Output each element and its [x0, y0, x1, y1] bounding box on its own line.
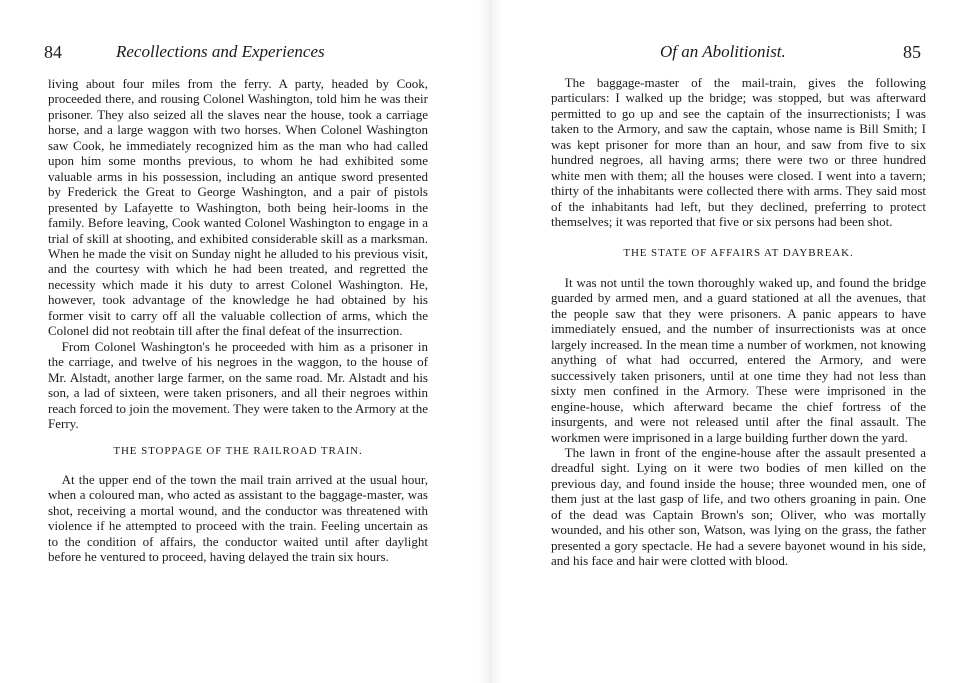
left-paragraph-2: From Colonel Washington's he proceeded with him as a prisoner in the carriage, and twelve of his negroes in the waggon, to the house of Mr. Alstadt, another large farmer, on the same road. Mr. Alstadt and his son, a lad of sixteen, were taken prisoners, and all their negroes within reach forced to join the movement. They were taken to the Armory at the Ferry.: [48, 338, 428, 431]
right-page-header: [556, 40, 921, 64]
right-paragraph-1: The baggage-master of the mail-train, gives the following particulars: I walked up the bridge; was stopped, but was afterward permitted to go up and see the captain of the insurrectionists; I was taken to the Armory, and saw the captain, whose name is Bill Smith; I was kept prisoner for more than an hour, and saw from five to six hundred negroes, all having arms; there were two or three hundred white men with them; all the houses were closed. I went into a tavern; thirty of the inhabitants were collected there with arms. They said most of the inhabitants had left, but they declined, preferring to protect themselves; it was reported that five or six persons had been shot.: [551, 75, 926, 230]
right-page-body: [551, 75, 926, 569]
left-section-heading: THE STOPPAGE OF THE RAILROAD TRAIN.: [113, 445, 363, 458]
left-page-number: 84: [44, 42, 62, 62]
left-page-header: [44, 40, 444, 64]
right-paragraph-2: It was not until the town thoroughly waked up, and found the bridge guarded by armed men, and a guard stationed at all the avenues, that the people saw that they were prisoners. A panic appears to have immediately ensued, and the number of insurrectionists was at once largely increased. In the mean time a number of workmen, not knowing anything of what had occurred, entered the Armory, and were successively taken prisoners, until at one time they had not less than sixty men confined in the Armory. These were imprisoned in the engine-house, which afterward became the chief fortress of the insurgents, and were not released until after the final assault. The workmen were imprisoned in a large building further down the yard.: [551, 274, 926, 445]
left-page-body: [48, 76, 428, 565]
left-paragraph-3: At the upper end of the town the mail train arrived at the usual hour, when a coloured man, who acted as assistant to the baggage-master, was shot, receiving a mortal wound, and the conductor was threatened with violence if he attempted to proceed with the train. Feeling uncertain as to the condition of affairs, the conductor waited until after daylight before he ventured to proceed, having delayed the train six hours.: [48, 471, 428, 565]
right-page: [490, 0, 980, 683]
right-paragraph-3: The lawn in front of the engine-house after the assault presented a dreadful sight. Lying on it were two bodies of men killed on the previous day, and found inside the house; three wounded men, one of them just at the last gasp of life, and two others groaning in pain. One of the dead was Captain Brown's son; Oliver, who was mortally wounded, and his other son, Watson, was lying on the grass, the father presented a gory spectacle. He had a severe bayonet wound in his side, and his face and hair were clotted with blood.: [551, 444, 926, 569]
left-paragraph-1: living about four miles from the ferry. A party, headed by Cook, proceeded there, and rousing Colonel Washington, told him he was their prisoner. They also seized all the slaves near the house, took a carriage horse, and a large waggon with two horses. When Colonel Washington saw Cook, he immediately recognized him as the man who had called upon him some months previous, to whom he had exhibited some valuable arms in his possession, including an antique sword presented by Frederick the Great to George Washington, and a pair of pistols presented by Lafayette to Washington, both being heir-looms in the family. Before leaving, Cook wanted Colonel Washington to engage in a trial of skill at shooting, and exhibited considerable skill as a marksman. When he made the visit on Sunday night he alluded to his previous visit, and the courtesy with which he had been treated, and regretted the necessity which made it his duty to arrest Colonel Washington. He, however, took advantage of the knowledge he had obtained by his former visit to carry off all the valuable collection of arms, which the Colonel did not reobtain till after the final defeat of the insurrection.: [48, 76, 428, 339]
right-section-heading: THE STATE OF AFFAIRS AT DAYBREAK.: [623, 246, 854, 259]
right-running-title: Of an Abolitionist.: [660, 42, 786, 61]
left-running-title: Recollections and Experiences: [116, 42, 325, 61]
right-page-number: 85: [903, 42, 921, 62]
